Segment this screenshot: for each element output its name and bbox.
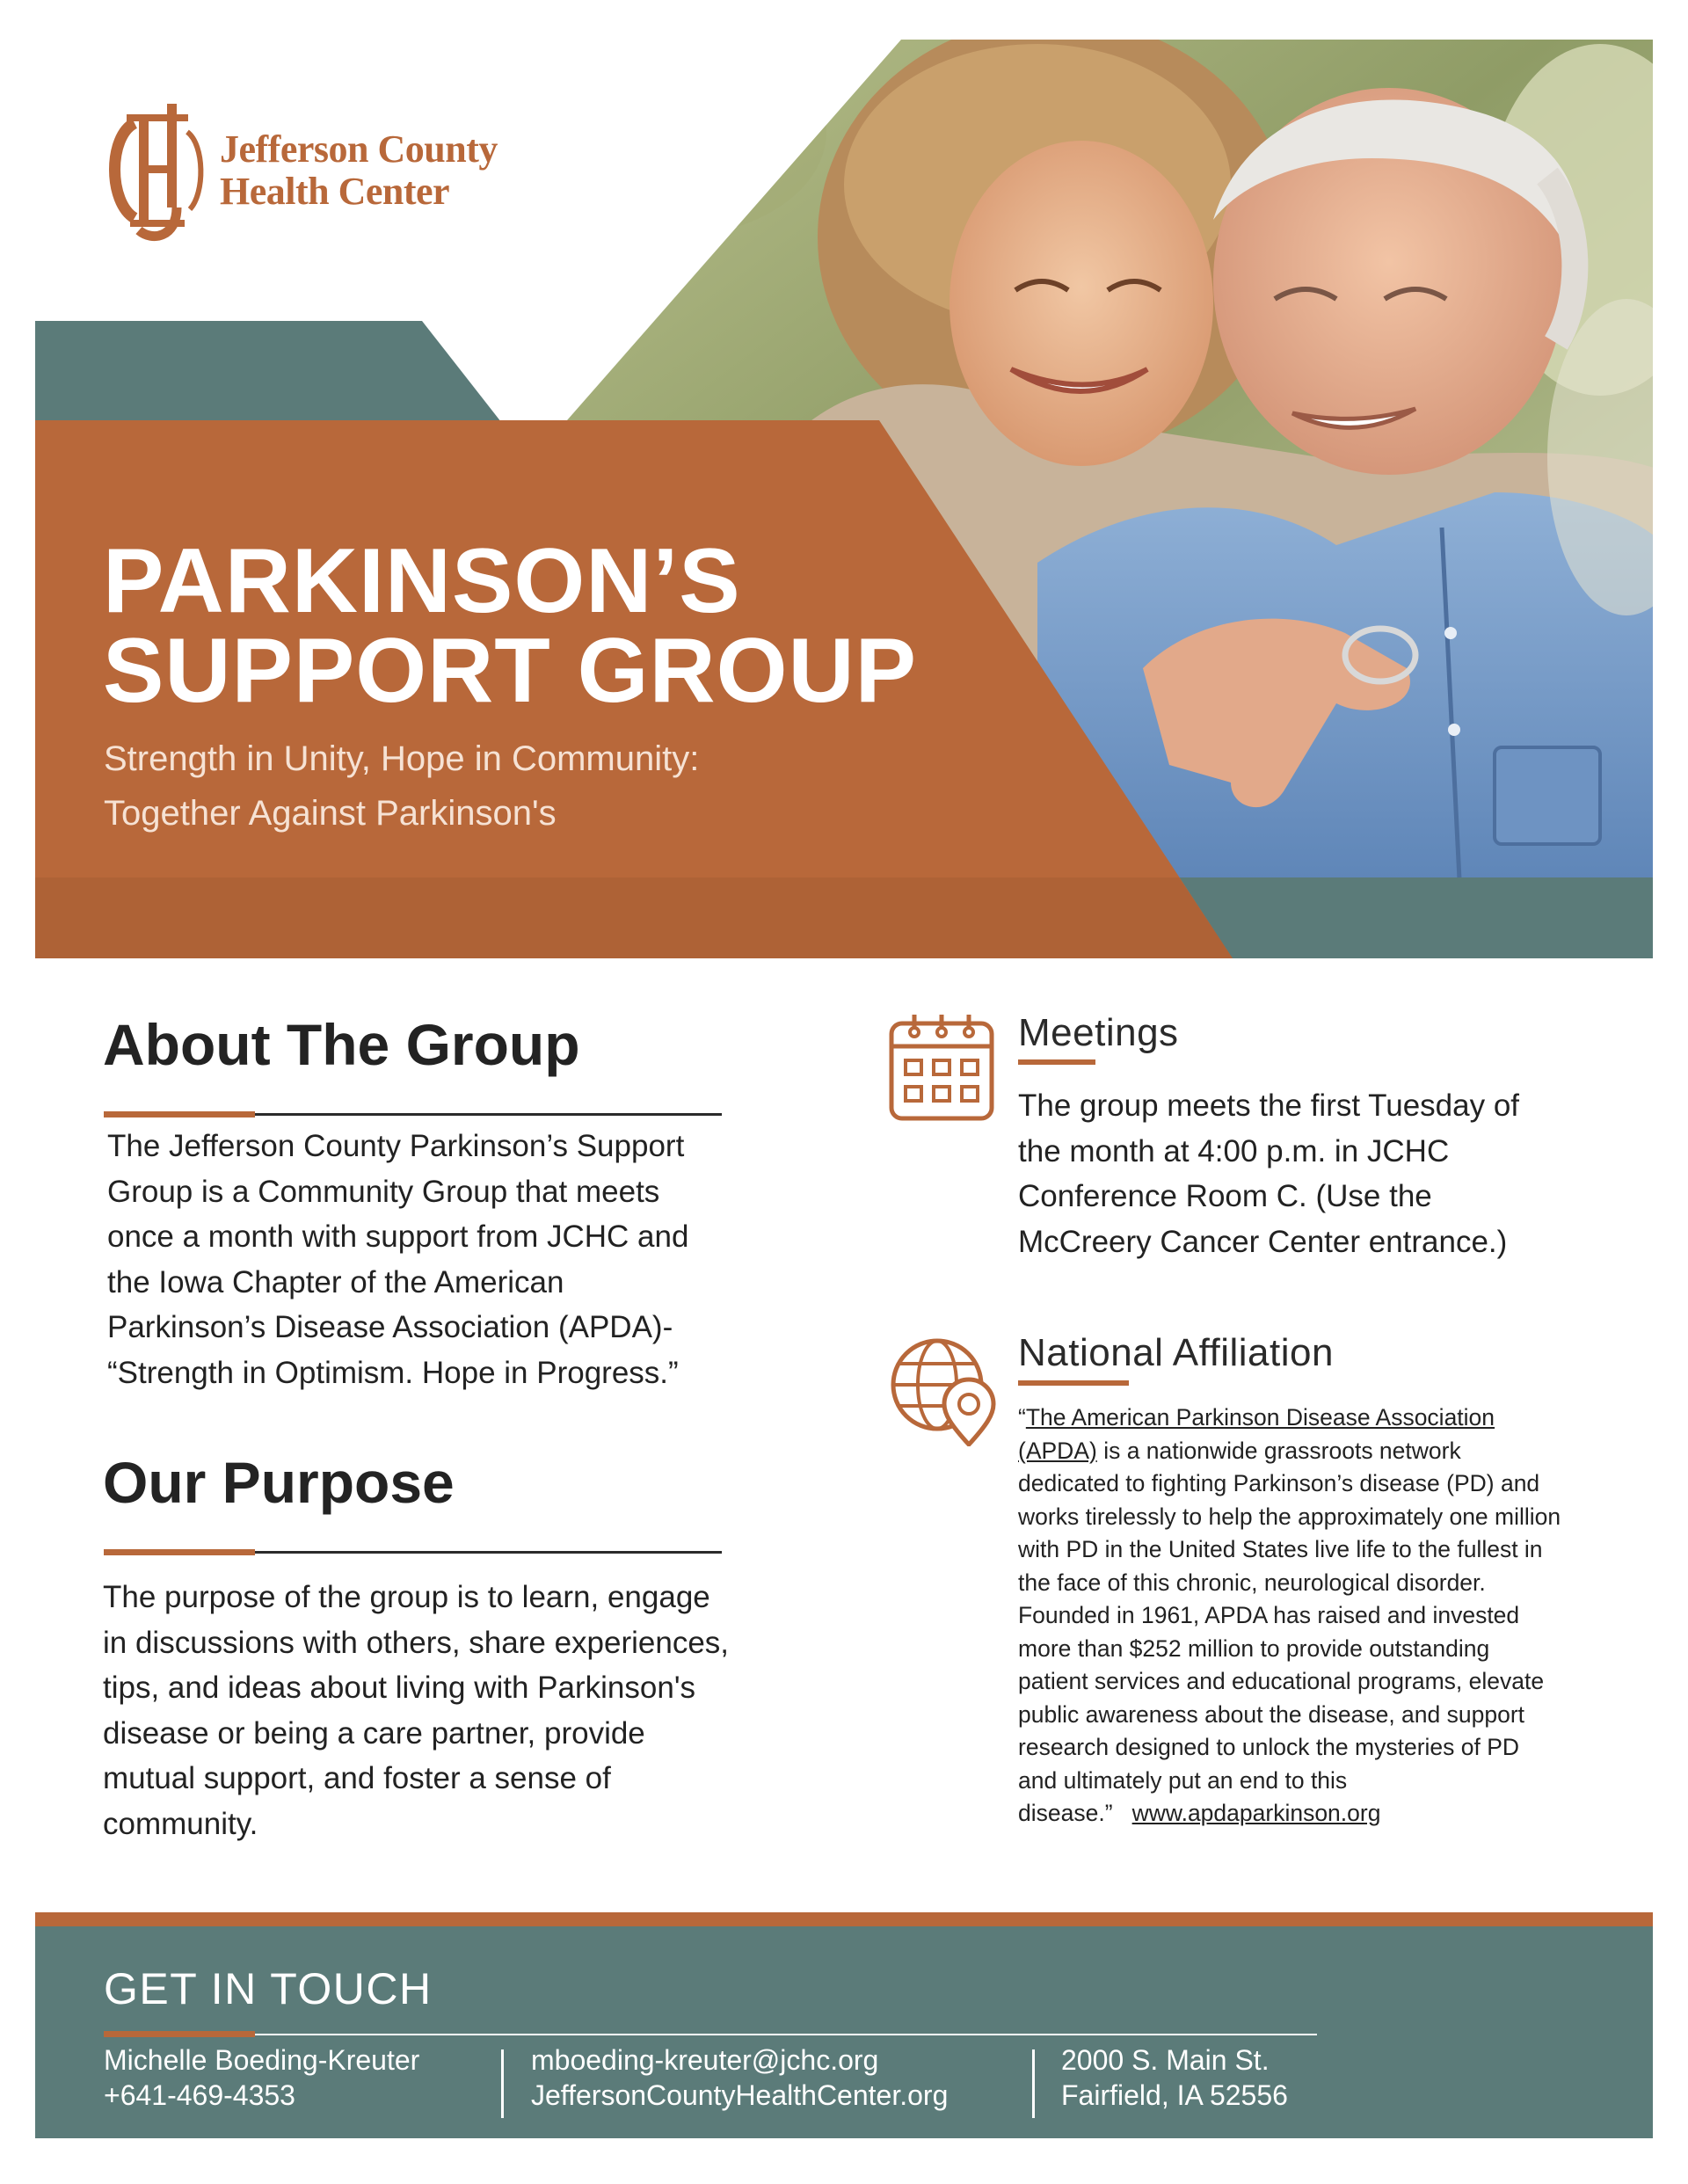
meetings-paragraph (1018, 1083, 1633, 1264)
logo-text-line2: Health Center (220, 170, 450, 213)
purpose-heading: Our Purpose (103, 1450, 455, 1515)
meetings-line: Conference Room C. (Use the (1018, 1179, 1432, 1213)
hero-title-line2: SUPPORT GROUP (103, 620, 917, 722)
contact-email[interactable]: mboeding-kreuter@jchc.org (531, 2044, 879, 2076)
contact-address-column (1061, 2042, 1288, 2113)
meetings-line: the month at 4:00 p.m. in JCHC (1018, 1133, 1450, 1168)
contact-website[interactable]: JeffersonCountyHealthCenter.org (531, 2079, 949, 2111)
about-line: “Strength in Optimism. Hope in Progress.” (107, 1355, 679, 1390)
about-line: the Iowa Chapter of the American (107, 1264, 564, 1299)
contact-footer (35, 1912, 1653, 2138)
purpose-line: tips, and ideas about living with Parkinson's (103, 1671, 696, 1705)
meetings-heading-rule (1018, 1059, 1095, 1065)
purpose-paragraph (103, 1575, 789, 1846)
purpose-line: disease or being a care partner, provide (103, 1715, 645, 1751)
footer-heading-rule (104, 2034, 1317, 2035)
footer-divider (501, 2049, 504, 2118)
affiliation-paragraph (1018, 1401, 1563, 1831)
contact-online-column (531, 2042, 948, 2113)
contact-phone[interactable]: +641-469-4353 (104, 2079, 295, 2111)
affiliation-open-quote: “ (1018, 1404, 1026, 1431)
contact-name: Michelle Boeding-Kreuter (104, 2044, 420, 2076)
globe-location-icon (886, 1334, 999, 1446)
purpose-line: in discussions with others, share experiences, (103, 1625, 730, 1660)
hero-banner (0, 0, 1688, 958)
jchc-monogram-logo (104, 97, 207, 244)
apda-website-link[interactable]: www.apdaparkinson.org (1131, 1800, 1381, 1826)
hero-subtitle (104, 732, 699, 841)
purpose-heading-rule (104, 1551, 722, 1554)
purpose-line: mutual support, and foster a sense of (103, 1761, 611, 1795)
hero-title-line1: PARKINSON’S (103, 530, 741, 632)
footer-divider (1032, 2049, 1035, 2118)
affiliation-heading: National Affiliation (1018, 1331, 1334, 1374)
affiliation-body: is a nationwide grassroots network dedicated to fighting Parkinson’s disease (PD) and works tirelessly to help the approximately one million with PD in the United States live life to the fullest in the face of this chronic, neurological disorder. Founded in 1961, APDA has raised and invested more than $252 million to provide outstanding patient services and educational programs, elevate public awareness about the disease, and support research designed to unlock the mysteries of PD and ultimately put an end to this disease.” (1018, 1437, 1561, 1826)
jchc-logo (104, 97, 498, 244)
meetings-heading: Meetings (1018, 1011, 1179, 1054)
hero-subtitle-line2: Together Against Parkinson's (104, 794, 557, 833)
purpose-line: The purpose of the group is to learn, engage (103, 1580, 710, 1614)
about-heading-rule (104, 1113, 722, 1116)
address-line2: Fairfield, IA 52556 (1061, 2079, 1288, 2111)
logo-text-line1: Jefferson County (220, 127, 498, 171)
purpose-line: community. (103, 1806, 258, 1841)
hero-subtitle-line1: Strength in Unity, Hope in Community: (104, 739, 700, 778)
meetings-line: The group meets the first Tuesday of (1018, 1088, 1520, 1123)
about-line: Parkinson’s Disease Association (APDA)- (107, 1310, 673, 1344)
meetings-line: McCreery Cancer Center entrance.) (1018, 1224, 1508, 1259)
calendar-icon (886, 1011, 999, 1124)
apda-link[interactable]: The American Parkinson Disease Association (APDA) (1018, 1404, 1495, 1464)
about-line: The Jefferson County Parkinson’s Support (107, 1129, 685, 1163)
footer-heading: GET IN TOUCH (104, 1964, 433, 2013)
affiliation-heading-rule (1018, 1380, 1129, 1386)
hero-title (103, 530, 917, 722)
about-line: once a month with support from JCHC and (107, 1219, 689, 1254)
about-line: Group is a Community Group that meets (107, 1174, 660, 1209)
about-heading: About The Group (103, 1012, 580, 1077)
contact-person-column (104, 2042, 419, 2113)
address-line1: 2000 S. Main St. (1061, 2044, 1270, 2076)
about-paragraph (107, 1124, 758, 1395)
